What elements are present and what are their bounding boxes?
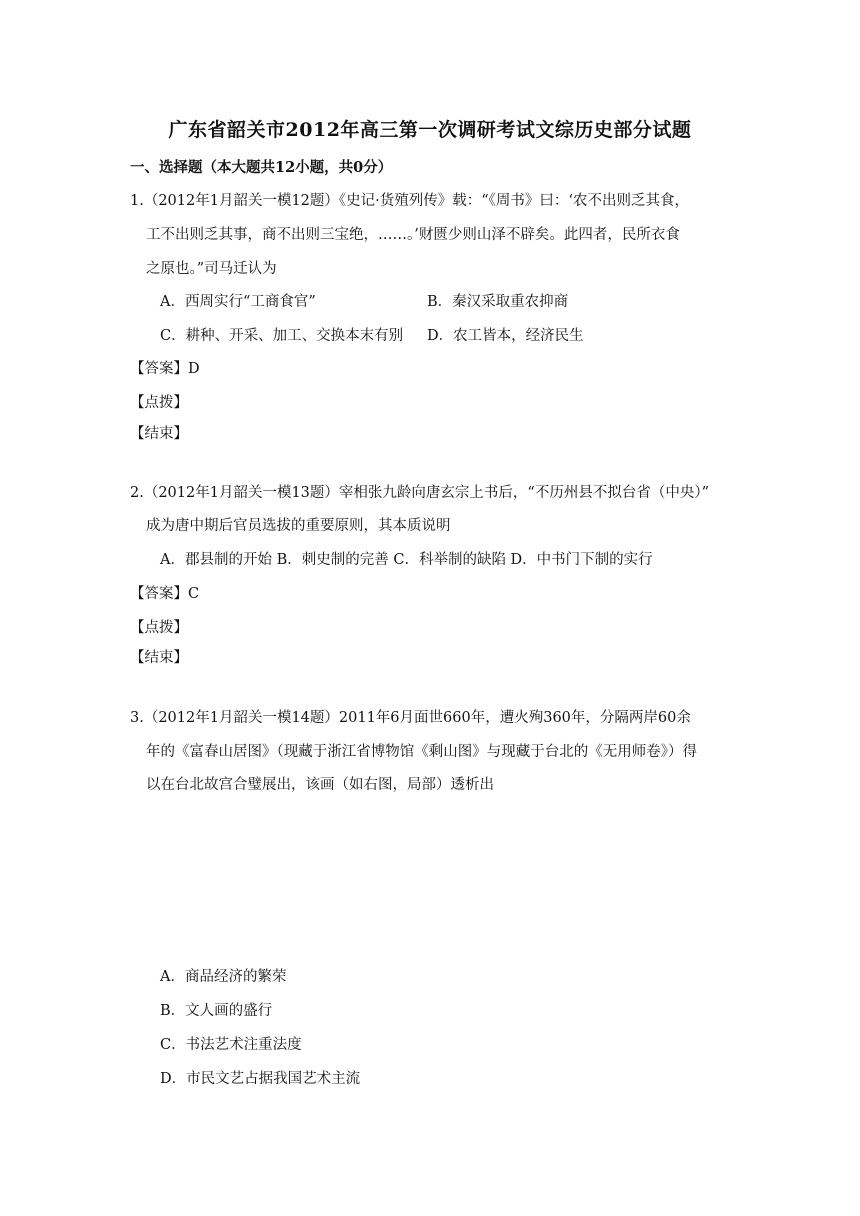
question-2-answer: 【答案】C bbox=[130, 586, 200, 602]
question-2-end: 【结束】 bbox=[130, 650, 188, 666]
question-3-option-a: A．商品经济的繁荣 bbox=[160, 969, 287, 985]
question-1-option-a: A．西周实行“工商食官” bbox=[160, 294, 316, 310]
question-1-line-3: 之原也。”司马迁认为 bbox=[146, 261, 277, 277]
question-3-line-2: 年的《富春山居图》（现藏于浙江省博物馆《剩山图》与现藏于台北的《无用师卷》）得 bbox=[146, 744, 697, 760]
question-2-hint: 【点拨】 bbox=[130, 620, 188, 636]
section-heading: 一、选择题（本大题共12小题，共0分） bbox=[130, 159, 393, 176]
question-3-line-3: 以在台北故宫合璧展出，该画（如右图，局部）透析出 bbox=[146, 777, 494, 793]
question-1-line-1: 1.（2012年1月韶关一模12题）《史记·货殖列传》载：“《周书》曰：‘农不出则乏其食， bbox=[130, 193, 690, 209]
question-1-hint: 【点拨】 bbox=[130, 395, 188, 411]
question-3-line-1: 3.（2012年1月韶关一模14题）2011年6月面世660年，遭火殉360年，分隔两岸60余 bbox=[130, 710, 691, 726]
question-1-end: 【结束】 bbox=[130, 426, 188, 442]
question-2-line-2: 成为唐中期后官员选拔的重要原则，其本质说明 bbox=[146, 518, 451, 534]
question-1-option-c: C．耕种、开采、加工、交换本末有别 bbox=[160, 328, 404, 344]
question-2-options: A．郡县制的开始 B．刺史制的完善 C．科举制的缺陷 D．中书门下制的实行 bbox=[160, 552, 653, 568]
question-3-option-b: B．文人画的盛行 bbox=[160, 1003, 273, 1019]
question-3-option-c: C．书法艺术注重法度 bbox=[160, 1037, 302, 1053]
question-1-answer: 【答案】D bbox=[130, 361, 200, 377]
question-1-line-2: 工不出则乏其事，商不出则三宝绝，……。’财匮少则山泽不辟矣。此四者，民所衣食 bbox=[146, 227, 680, 243]
question-1-option-b: B．秦汉采取重农抑商 bbox=[427, 294, 569, 310]
document-title: 广东省韶关市2012年高三第一次调研考试文综历史部分试题 bbox=[168, 119, 692, 141]
question-3-option-d: D．市民文艺占据我国艺术主流 bbox=[160, 1071, 361, 1087]
question-2-line-1: 2.（2012年1月韶关一模13题）宰相张九龄向唐玄宗上书后，“不历州县不拟台省（中央）” bbox=[130, 485, 709, 501]
question-1-option-d: D．农工皆本，经济民生 bbox=[427, 328, 584, 344]
